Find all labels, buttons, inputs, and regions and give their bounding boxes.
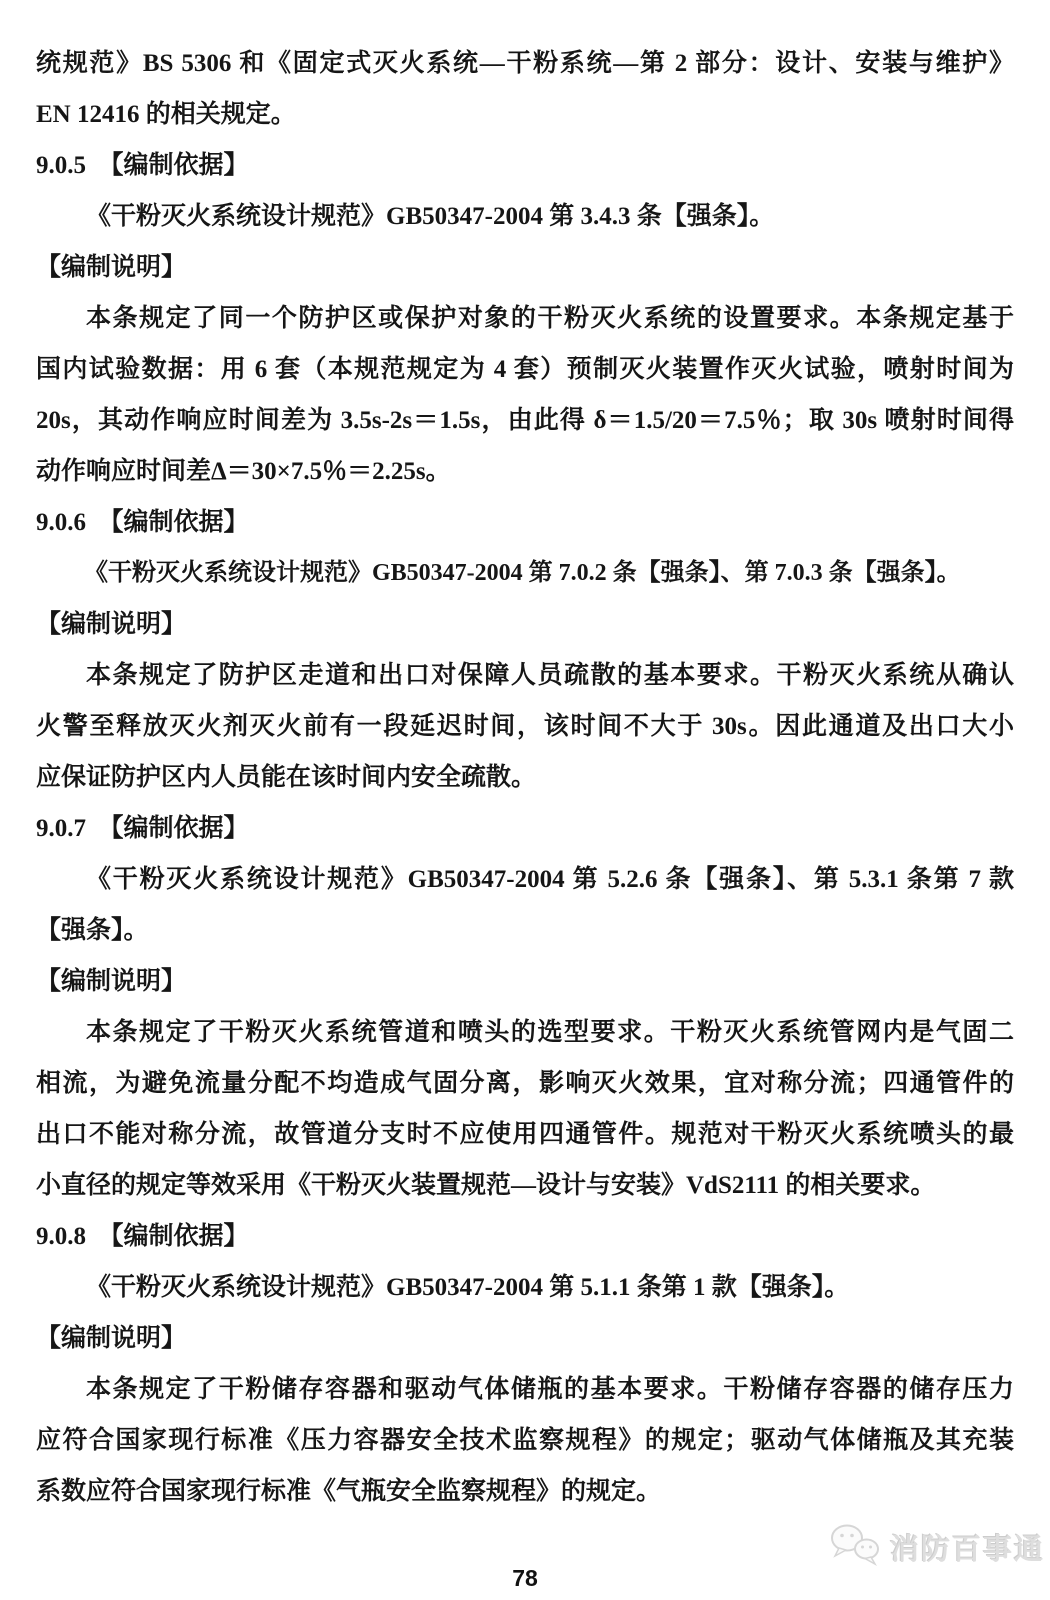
page-number: 78 (512, 1565, 538, 1591)
body-line-continued: 统规范》BS 5306 和《固定式灭火系统—干粉系统—第 2 部分：设计、安装与维护》 (36, 50, 1014, 77)
body-line: 本条规定了同一个防护区或保护对象的干粉灭火系统的设置要求。本条规定基于 (86, 305, 1014, 332)
reference-line: 《干粉灭火系统设计规范》GB50347-2004 第 5.2.6 条【强条】、第 5.3.1 条第 7 款 (86, 866, 1014, 893)
editorial-note-label: 【编制说明】 (36, 1325, 187, 1352)
reference-line: 《干粉灭火系统设计规范》GB50347-2004 第 3.4.3 条【强条】。 (86, 203, 775, 230)
body-line: 本条规定了干粉储存容器和驱动气体储瓶的基本要求。干粉储存容器的储存压力 (86, 1376, 1014, 1403)
body-line: 应保证防护区内人员能在该时间内安全疏散。 (36, 764, 537, 791)
heading-9-0-6: 9.0.6 【编制依据】 (36, 509, 249, 536)
body-line: EN 12416 的相关规定。 (36, 101, 296, 128)
body-line: 火警至释放灭火剂灭火前有一段延迟时间，该时间不大于 30s。因此通道及出口大小 (36, 713, 1014, 740)
heading-9-0-8: 9.0.8 【编制依据】 (36, 1223, 249, 1250)
body-line: 国内试验数据：用 6 套（本规范规定为 4 套）预制灭火装置作灭火试验，喷射时间为 (36, 356, 1014, 383)
body-line: 出口不能对称分流，故管道分支时不应使用四通管件。规范对干粉灭火系统喷头的最 (36, 1121, 1014, 1148)
body-line: 本条规定了干粉灭火系统管道和喷头的选型要求。干粉灭火系统管网内是气固二 (86, 1019, 1014, 1046)
document-page (36, 38, 1014, 1517)
body-line: 小直径的规定等效采用《干粉灭火装置规范—设计与安装》VdS2111 的相关要求。 (36, 1172, 936, 1199)
heading-9-0-7: 9.0.7 【编制依据】 (36, 815, 249, 842)
body-line: 相流，为避免流量分配不均造成气固分离，影响灭火效果，宜对称分流；四通管件的 (36, 1070, 1014, 1097)
body-line: 系数应符合国家现行标准《气瓶安全监察规程》的规定。 (36, 1478, 662, 1505)
editorial-note-label: 【编制说明】 (36, 968, 187, 995)
reference-line-continued: 【强条】。 (36, 917, 149, 944)
reference-line: 《干粉灭火系统设计规范》GB50347-2004 第 5.1.1 条第 1 款【强条】。 (86, 1274, 850, 1301)
body-line: 本条规定了防护区走道和出口对保障人员疏散的基本要求。干粉灭火系统从确认 (86, 662, 1014, 689)
editorial-note-label: 【编制说明】 (36, 611, 187, 638)
heading-9-0-5: 9.0.5 【编制依据】 (36, 152, 249, 179)
body-line: 20s，其动作响应时间差为 3.5s-2s＝1.5s，由此得 δ＝1.5/20＝7.5％；取 30s 喷射时间得 (36, 407, 1014, 434)
reference-line: 《干粉灭火系统设计规范》GB50347-2004 第 7.0.2 条【强条】、第 7.0.3 条【强条】。 (84, 560, 961, 586)
editorial-note-label: 【编制说明】 (36, 254, 187, 281)
body-line: 应符合国家现行标准《压力容器安全技术监察规程》的规定；驱动气体储瓶及其充装 (36, 1427, 1014, 1454)
body-line: 动作响应时间差Δ＝30×7.5％＝2.25s。 (36, 458, 451, 485)
watermark-text: 消防百事通 (890, 1534, 1046, 1566)
